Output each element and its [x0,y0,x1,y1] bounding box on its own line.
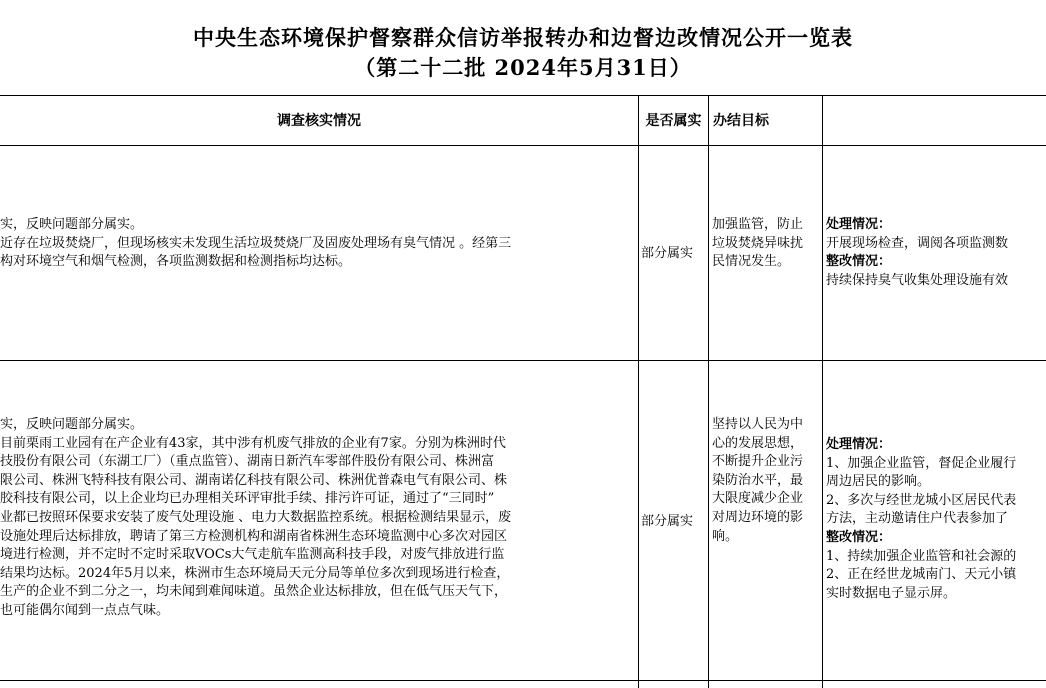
row-1-investigation [0,216,636,272]
row-1-investigation-line: 实，反映问题部分属实。 [0,217,144,232]
table-top-border [0,95,1046,96]
row-2-is-true: 部分属实 [641,514,694,529]
header-investigation: 调查核实情况 [277,113,361,129]
row-2-investigation-line: 实，反映问题部分属实。 [0,417,144,432]
row-1-investigation-line: 构对环境空气和烟气检测，各项监测数据和检测指标均达标。 [0,254,352,270]
document-subtitle: （第二十二批 2024年5月31日） [354,55,692,80]
handling-heading: 整改情况： [826,529,892,545]
handling-line: 1、加强企业监管，督促企业履行 [826,455,1017,471]
row-1-bottom-border [0,360,1046,361]
handling-line: 2、正在经世龙城南门、天元小镇 [826,567,1017,583]
row-2-investigation [0,416,636,621]
header-is-true: 是否属实 [645,113,702,129]
row-2-investigation-line: 目前栗雨工业园有在产企业有43家，其中涉有机废气排放的企业有7家。分别为株洲时代 [0,435,506,451]
handling-line: 方法，主动邀请住户代表参加了 [826,511,1009,527]
row-2-handling [826,436,1046,603]
row-2-investigation-line: 境进行检测，并不定时不定时采取VOCs大气走航车监测高科技手段，对废气排放进行监 [0,547,505,563]
row-2-investigation-line: 限公司、株洲飞特科技有限公司、湖南诺亿科技有限公司、株洲优普森电气有限公司、株 [0,472,508,488]
handling-heading: 处理情况： [826,437,892,452]
col-divider-is-true [708,95,709,688]
row-2-investigation-line: 业都已按照环保要求安装了废气处理设施 、电力大数据监控系统。根据检测结果显示，废 [0,509,512,525]
row-2-bottom-border [0,680,1046,681]
handling-line: 2、多次与经世龙城小区居民代表 [826,492,1017,508]
handling-heading: 处理情况： [826,217,892,232]
handling-line: 开展现场检查，调阅各项监测数 [826,235,1009,251]
row-2-investigation-line: 也可能偶尔闻到一点点气味。 [0,602,170,618]
document-title: 中央生态环境保护督察群众信访举报转办和边督边改情况公开一览表 [193,25,853,50]
header-goal: 办结目标 [713,113,769,129]
row-2-investigation-line: 生产的企业不到二分之一，均未闻到难闻味道。虽然企业达标排放，但在低气压天气下， [0,584,508,600]
row-1-is-true: 部分属实 [641,246,694,261]
header-bottom-border [0,145,1046,146]
handling-heading: 整改情况： [826,254,892,270]
row-2-investigation-line: 设施处理后达标排放，聘请了第三方检测机构和湖南省株洲生态环境监测中心多次对园区 [0,528,508,544]
row-1-goal: 加强监管，防止垃圾焚烧异味扰民情况发生。 [712,217,804,270]
row-2-investigation-line: 技股份有限公司（东湖工厂）（重点监管）、湖南日新汽车零部件股份有限公司、株洲富 [0,454,495,470]
col-divider-goal [822,95,823,688]
col-divider-investigation [638,95,639,688]
row-2-investigation-line: 胶科技有限公司，以上企业均已办理相关环评审批手续、排污许可证，通过了“三同时” [0,491,495,507]
row-2-goal: 坚持以人民为中心的发展思想，不断提升企业污染防治水平，最大限度减少企业对周边环境的影响。 [712,417,804,544]
row-2-investigation-line: 结果均达标。2024年5月以来，株洲市生态环境局天元分局等单位多次到现场进行检查， [0,565,510,581]
row-1-investigation-line: 近存在垃圾焚烧厂，但现场核实未发现生活垃圾焚烧厂及固废处理场有臭气情况 。经第三 [0,235,512,251]
handling-line: 周边居民的影响。 [826,474,931,490]
handling-line: 1、持续加强企业监管和社会源的 [826,548,1017,564]
handling-line: 持续保持臭气收集处理设施有效 [826,272,1009,288]
row-1-handling [826,216,1046,290]
handling-line: 实时数据电子显示屏。 [826,585,957,601]
